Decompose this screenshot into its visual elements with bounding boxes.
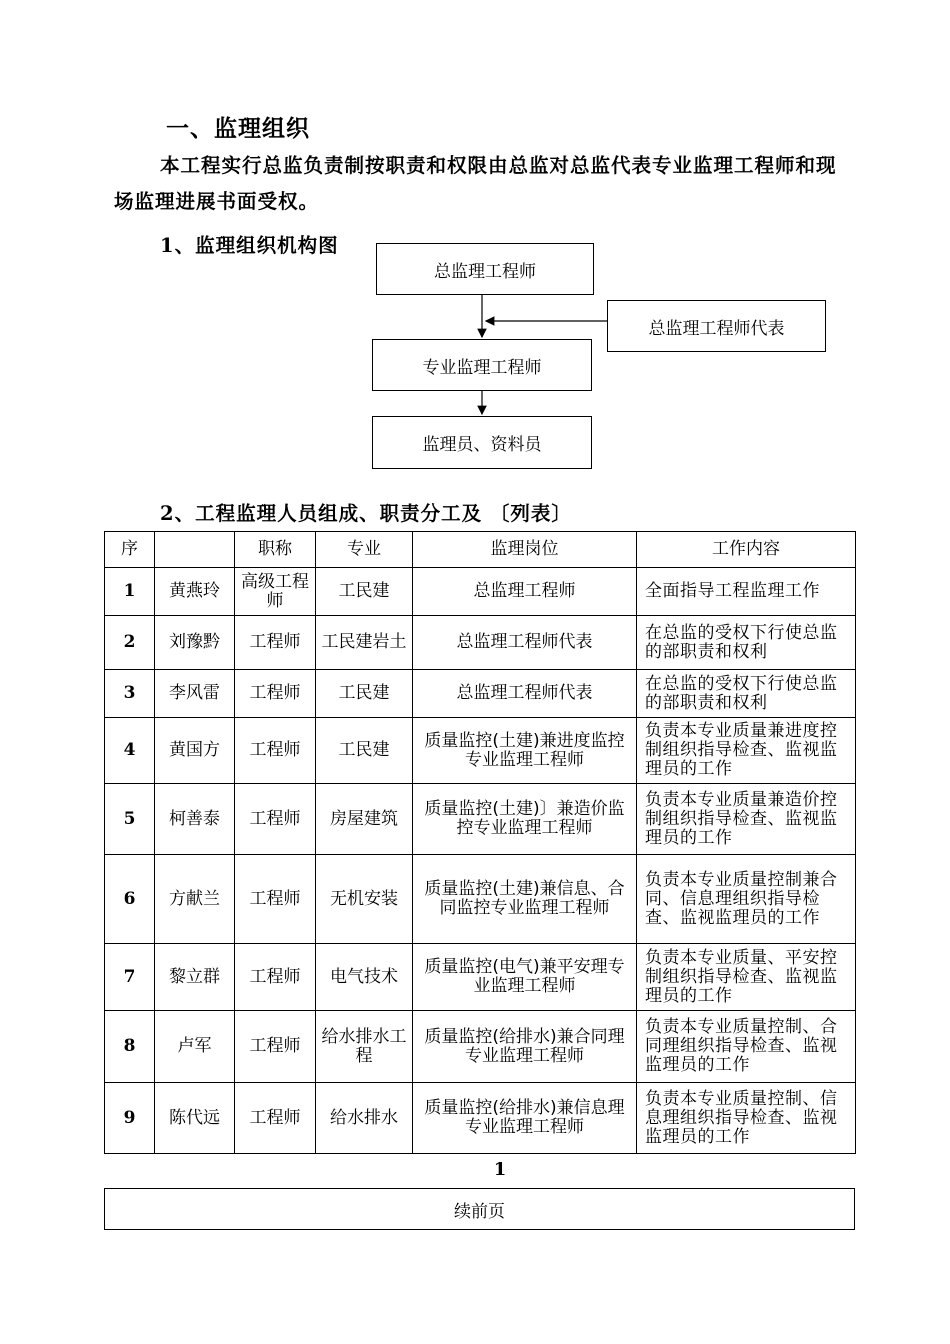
- cell-work: 负责本专业质量控制、信息理组织指导检查、监视监理员的工作: [637, 1083, 856, 1154]
- cell-name: 黄燕玲: [155, 568, 235, 616]
- cell-name: 柯善泰: [155, 784, 235, 855]
- cell-title: 工程师: [235, 855, 316, 944]
- cell-no: 3: [105, 670, 155, 718]
- cell-name: 刘豫黔: [155, 616, 235, 670]
- cell-title: 工程师: [235, 784, 316, 855]
- cell-no: 6: [105, 855, 155, 944]
- cell-title: 工程师: [235, 944, 316, 1011]
- cell-post: 总监理工程师代表: [413, 670, 637, 718]
- cell-post: 质量监控(土建)〕兼造价监控专业监理工程师: [413, 784, 637, 855]
- cell-title: 工程师: [235, 1083, 316, 1154]
- cell-major: 工民建岩土: [316, 616, 413, 670]
- intro-paragraph: 本工程实行总监负责制按职责和权限由总监对总监代表专业监理工程师和现场监理进展书面受权。: [114, 154, 837, 213]
- table-header-row: [105, 532, 856, 568]
- org-box-specialist: 专业监理工程师: [372, 339, 592, 391]
- col-header-name: [155, 532, 235, 568]
- cell-major: 电气技术: [316, 944, 413, 1011]
- cell-post: 质量监控(给排水)兼信息理专业监理工程师: [413, 1083, 637, 1154]
- org-chart-heading: 1、监理组织机构图: [160, 234, 339, 257]
- continued-label: 续前页: [104, 1188, 855, 1230]
- cell-name: 李风雷: [155, 670, 235, 718]
- cell-work: 负责本专业质量兼造价控制组织指导检查、监视监理员的工作: [637, 784, 856, 855]
- table-row: [105, 718, 856, 784]
- cell-title: 工程师: [235, 1011, 316, 1083]
- cell-no: 8: [105, 1011, 155, 1083]
- table-row: [105, 855, 856, 944]
- cell-name: 方献兰: [155, 855, 235, 944]
- cell-post: 质量监控(电气)兼平安理专业监理工程师: [413, 944, 637, 1011]
- cell-major: 工民建: [316, 568, 413, 616]
- col-header-work: 工作内容: [637, 532, 856, 568]
- table-row: [105, 784, 856, 855]
- cell-no: 9: [105, 1083, 155, 1154]
- org-box-deputy: 总监理工程师代表: [607, 300, 826, 352]
- table-row: [105, 616, 856, 670]
- cell-work: 全面指导工程监理工作: [637, 568, 856, 616]
- cell-post: 总监理工程师代表: [413, 616, 637, 670]
- cell-title: 工程师: [235, 718, 316, 784]
- cell-work: 负责本专业质量控制、合同理组织指导检查、监视监理员的工作: [637, 1011, 856, 1083]
- cell-post: 质量监控(土建)兼信息、合同监控专业监理工程师: [413, 855, 637, 944]
- staff-table: [104, 531, 856, 1154]
- cell-name: 黄国方: [155, 718, 235, 784]
- table-row: [105, 670, 856, 718]
- cell-major: 工民建: [316, 670, 413, 718]
- cell-no: 5: [105, 784, 155, 855]
- cell-name: 陈代远: [155, 1083, 235, 1154]
- col-header-post: 监理岗位: [413, 532, 637, 568]
- cell-major: 房屋建筑: [316, 784, 413, 855]
- table-row: [105, 568, 856, 616]
- table-row: [105, 944, 856, 1011]
- cell-work: 负责本专业质量兼进度控制组织指导检查、监视监理员的工作: [637, 718, 856, 784]
- col-header-title: 职称: [235, 532, 316, 568]
- org-box-staff: 监理员、资料员: [372, 416, 592, 469]
- cell-no: 2: [105, 616, 155, 670]
- table-row: [105, 1083, 856, 1154]
- cell-post: 质量监控(给排水)兼合同理专业监理工程师: [413, 1011, 637, 1083]
- cell-work: 负责本专业质量控制兼合同、信息理组织指导检查、监视监理员的工作: [637, 855, 856, 944]
- cell-work: 在总监的受权下行使总监的部职责和权利: [637, 616, 856, 670]
- staff-table-heading: 2、工程监理人员组成、职责分工及 〔列表〕: [160, 502, 572, 525]
- cell-work: 负责本专业质量、平安控制组织指导检查、监视监理员的工作: [637, 944, 856, 1011]
- cell-major: 给水排水工程: [316, 1011, 413, 1083]
- cell-name: 黎立群: [155, 944, 235, 1011]
- page-number: 1: [493, 1159, 507, 1180]
- col-header-major: 专业: [316, 532, 413, 568]
- cell-title: 高级工程师: [235, 568, 316, 616]
- org-box-chief: 总监理工程师: [376, 243, 594, 295]
- cell-name: 卢军: [155, 1011, 235, 1083]
- cell-title: 工程师: [235, 616, 316, 670]
- cell-major: 工民建: [316, 718, 413, 784]
- cell-major: 无机安装: [316, 855, 413, 944]
- col-header-no: 序: [105, 532, 155, 568]
- cell-no: 4: [105, 718, 155, 784]
- table-row: [105, 1011, 856, 1083]
- cell-work: 在总监的受权下行使总监的部职责和权利: [637, 670, 856, 718]
- cell-post: 总监理工程师: [413, 568, 637, 616]
- cell-no: 1: [105, 568, 155, 616]
- cell-post: 质量监控(土建)兼进度监控专业监理工程师: [413, 718, 637, 784]
- cell-title: 工程师: [235, 670, 316, 718]
- cell-no: 7: [105, 944, 155, 1011]
- section-title: 一、监理组织: [166, 116, 310, 142]
- cell-major: 给水排水: [316, 1083, 413, 1154]
